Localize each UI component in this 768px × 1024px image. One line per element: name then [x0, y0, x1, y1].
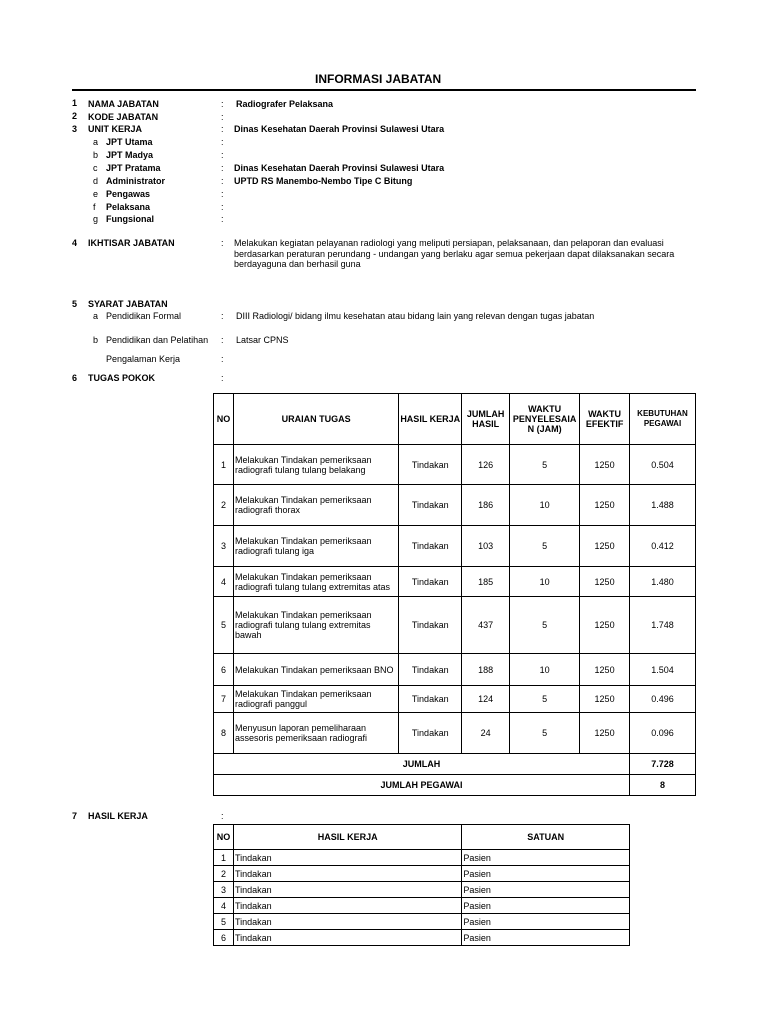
- row-hasil: Tindakan: [399, 526, 462, 567]
- jumlah-label: JUMLAH: [214, 754, 630, 775]
- section-7-colon: :: [221, 811, 224, 821]
- unit-a-label: JPT Utama: [106, 137, 153, 147]
- row-kebutuhan: 0.412: [630, 526, 696, 567]
- row-uraian: Melakukan Tindakan pemeriksaan radiografi thorax: [233, 485, 398, 526]
- row-kebutuhan: 1.504: [630, 654, 696, 686]
- section-2-label: KODE JABATAN: [88, 112, 159, 122]
- row-jumlah: 126: [462, 445, 510, 485]
- table-row: [214, 866, 630, 882]
- unit-d-letter: d: [93, 176, 99, 186]
- header-jumlah-hasil: [462, 394, 510, 445]
- row-efektif: 1250: [580, 597, 630, 654]
- row-waktu: 10: [510, 567, 580, 597]
- row-waktu: 5: [510, 445, 580, 485]
- header-jumlah-line2: HASIL: [472, 419, 500, 429]
- section-5-number: 5: [72, 299, 78, 309]
- header-efektif-line1: WAKTU: [588, 409, 622, 419]
- ikhtisar-value: Melakukan kegiatan pelayanan radiologi yang meliputi persiapan, pelaksanaan, dan pelaporan dan evaluasi berdasarkan peraturan perundang - undangan yang berlaku agar semua pekerjaan dapat dilaksanakan secara berdayaguna dan berhasil guna: [234, 238, 675, 269]
- row-efektif: 1250: [580, 567, 630, 597]
- row-no: 3: [214, 526, 234, 567]
- row-kebutuhan: 0.496: [630, 686, 696, 713]
- table-row: [214, 597, 696, 654]
- row-kebutuhan: 1.748: [630, 597, 696, 654]
- hasil-row-no: 3: [214, 882, 234, 898]
- hasil-row-hasil: Tindakan: [233, 882, 461, 898]
- section-5-label: SYARAT JABATAN: [88, 299, 168, 309]
- row-waktu: 5: [510, 713, 580, 754]
- unit-a-colon: :: [221, 137, 224, 147]
- section-7-label: HASIL KERJA: [88, 811, 148, 821]
- syarat-a-label: Pendidikan Formal: [106, 311, 182, 321]
- table-row: [214, 882, 630, 898]
- syarat-b-colon: :: [221, 335, 224, 345]
- unit-b-label: JPT Madya: [106, 150, 154, 160]
- table-row: [214, 654, 696, 686]
- unit-kerja-value: Dinas Kesehatan Daerah Provinsi Sulawesi Utara: [234, 124, 445, 134]
- title-underline: [72, 89, 696, 91]
- table-row: [214, 445, 696, 485]
- tugas-table: [213, 393, 696, 796]
- unit-d-value: UPTD RS Manembo-Nembo Tipe C Bitung: [234, 176, 413, 186]
- section-1-number: 1: [72, 98, 78, 108]
- row-kebutuhan: 1.480: [630, 567, 696, 597]
- row-waktu: 5: [510, 597, 580, 654]
- tugas-header-row: [214, 394, 696, 445]
- syarat-b-letter: b: [93, 335, 99, 345]
- table-row: [214, 914, 630, 930]
- header-waktu-line3: N (JAM): [527, 424, 562, 434]
- hasil-header-satuan: SATUAN: [462, 825, 630, 850]
- row-waktu: 5: [510, 526, 580, 567]
- header-waktu-efektif: [580, 394, 630, 445]
- table-row: [214, 898, 630, 914]
- unit-e-label: Pengawas: [106, 189, 151, 199]
- pengalaman-kerja-label: Pengalaman Kerja: [106, 354, 181, 364]
- unit-e-colon: :: [221, 189, 224, 199]
- section-3-label: UNIT KERJA: [88, 124, 143, 134]
- row-efektif: 1250: [580, 654, 630, 686]
- header-efektif-line2: EFEKTIF: [585, 419, 624, 429]
- row-kebutuhan: 0.096: [630, 713, 696, 754]
- section-2-colon: :: [221, 112, 224, 122]
- header-waktu-penyelesaian: [510, 394, 580, 445]
- row-no: 1: [214, 445, 234, 485]
- hasil-row-satuan: Pasien: [462, 898, 630, 914]
- row-hasil: Tindakan: [399, 654, 462, 686]
- unit-b-letter: b: [93, 150, 99, 160]
- row-efektif: 1250: [580, 713, 630, 754]
- row-uraian: Melakukan Tindakan pemeriksaan radiografi panggul: [233, 686, 398, 713]
- row-efektif: 1250: [580, 526, 630, 567]
- table-row: [214, 485, 696, 526]
- hasil-row-no: 4: [214, 898, 234, 914]
- row-jumlah: 103: [462, 526, 510, 567]
- header-kebutuhan-pegawai: [630, 394, 696, 445]
- hasil-row-hasil: Tindakan: [233, 898, 461, 914]
- hasil-row-satuan: Pasien: [462, 882, 630, 898]
- hasil-row-no: 2: [214, 866, 234, 882]
- jumlah-pegawai-value: 8: [630, 775, 696, 796]
- row-waktu: 10: [510, 485, 580, 526]
- pendidikan-pelatihan-value: Latsar CPNS: [236, 335, 289, 345]
- row-no: 4: [214, 567, 234, 597]
- row-efektif: 1250: [580, 485, 630, 526]
- unit-g-label: Fungsional: [106, 214, 154, 224]
- section-3-colon: :: [221, 124, 224, 134]
- section-4-colon: :: [221, 238, 224, 248]
- row-uraian: Melakukan Tindakan pemeriksaan radiografi tulang tulang belakang: [233, 445, 398, 485]
- unit-c-label: JPT Pratama: [106, 163, 161, 173]
- row-uraian: Melakukan Tindakan pemeriksaan BNO: [233, 654, 398, 686]
- unit-d-label: Administrator: [106, 176, 166, 186]
- section-6-label: TUGAS POKOK: [88, 373, 156, 383]
- pendidikan-formal-value: DIII Radiologi/ bidang ilmu kesehatan atau bidang lain yang relevan dengan tugas jabatan: [236, 311, 595, 321]
- pengalaman-kerja-colon: :: [221, 354, 224, 364]
- section-4-number: 4: [72, 238, 78, 248]
- row-hasil: Tindakan: [399, 485, 462, 526]
- hasil-header-hasil: HASIL KERJA: [233, 825, 461, 850]
- hasil-row-satuan: Pasien: [462, 914, 630, 930]
- row-uraian: Melakukan Tindakan pemeriksaan radiografi tulang iga: [233, 526, 398, 567]
- hasil-row-satuan: Pasien: [462, 866, 630, 882]
- section-6-number: 6: [72, 373, 78, 383]
- table-row: [214, 850, 630, 866]
- header-kebutuhan-line1: KEBUTUHAN: [637, 409, 688, 418]
- section-2-number: 2: [72, 111, 78, 121]
- header-no: NO: [214, 394, 234, 445]
- hasil-header-no: NO: [214, 825, 234, 850]
- row-hasil: Tindakan: [399, 713, 462, 754]
- page-title: INFORMASI JABATAN: [315, 72, 442, 86]
- row-uraian: Menyusun laporan pemeliharaan assesoris pemeriksaan radiografi: [233, 713, 398, 754]
- hasil-row-hasil: Tindakan: [233, 866, 461, 882]
- row-hasil: Tindakan: [399, 686, 462, 713]
- unit-c-value: Dinas Kesehatan Daerah Provinsi Sulawesi Utara: [234, 163, 445, 173]
- hasil-header-row: [214, 825, 630, 850]
- header-hasil-kerja: HASIL KERJA: [399, 394, 462, 445]
- hasil-row-satuan: Pasien: [462, 850, 630, 866]
- unit-e-letter: e: [93, 189, 99, 199]
- hasil-row-satuan: Pasien: [462, 930, 630, 946]
- row-hasil: Tindakan: [399, 567, 462, 597]
- section-7-number: 7: [72, 811, 78, 821]
- syarat-a-letter: a: [93, 311, 99, 321]
- header-waktu-line2: PENYELESAIA: [512, 414, 577, 424]
- hasil-row-no: 5: [214, 914, 234, 930]
- jumlah-pegawai-label: JUMLAH PEGAWAI: [214, 775, 630, 796]
- unit-b-colon: :: [221, 150, 224, 160]
- row-no: 6: [214, 654, 234, 686]
- unit-g-letter: g: [93, 214, 99, 224]
- jumlah-row: [214, 754, 696, 775]
- unit-a-letter: a: [93, 137, 99, 147]
- row-uraian: Melakukan Tindakan pemeriksaan radiografi tulang tulang extremitas atas: [233, 567, 398, 597]
- syarat-b-label: Pendidikan dan Pelatihan: [106, 335, 209, 345]
- row-efektif: 1250: [580, 445, 630, 485]
- unit-c-colon: :: [221, 163, 224, 173]
- row-jumlah: 24: [462, 713, 510, 754]
- unit-g-colon: :: [221, 214, 224, 224]
- section-6-colon: :: [221, 373, 224, 383]
- row-kebutuhan: 1.488: [630, 485, 696, 526]
- header-uraian: URAIAN TUGAS: [233, 394, 398, 445]
- hasil-row-hasil: Tindakan: [233, 850, 461, 866]
- header-kebutuhan-line2: PEGAWAI: [643, 419, 682, 428]
- syarat-a-colon: :: [221, 311, 224, 321]
- row-kebutuhan: 0.504: [630, 445, 696, 485]
- hasil-row-no: 6: [214, 930, 234, 946]
- table-row: [214, 686, 696, 713]
- unit-f-letter: f: [93, 202, 96, 212]
- unit-d-colon: :: [221, 176, 224, 186]
- section-1-colon: :: [221, 99, 224, 109]
- row-jumlah: 188: [462, 654, 510, 686]
- table-row: [214, 930, 630, 946]
- row-jumlah: 186: [462, 485, 510, 526]
- table-row: [214, 567, 696, 597]
- header-jumlah-line1: JUMLAH: [466, 409, 505, 419]
- table-row: [214, 713, 696, 754]
- unit-f-colon: :: [221, 202, 224, 212]
- row-no: 5: [214, 597, 234, 654]
- row-uraian: Melakukan Tindakan pemeriksaan radiografi tulang tulang extremitas bawah: [233, 597, 398, 654]
- nama-jabatan-value: Radiografer Pelaksana: [236, 99, 334, 109]
- row-jumlah: 185: [462, 567, 510, 597]
- section-3-number: 3: [72, 124, 78, 134]
- row-efektif: 1250: [580, 686, 630, 713]
- jumlah-pegawai-row: [214, 775, 696, 796]
- section-4-label: IKHTISAR JABATAN: [88, 238, 175, 248]
- row-hasil: Tindakan: [399, 445, 462, 485]
- unit-f-label: Pelaksana: [106, 202, 151, 212]
- table-row: [214, 526, 696, 567]
- header-waktu-line1: WAKTU: [528, 404, 562, 414]
- row-no: 8: [214, 713, 234, 754]
- hasil-row-hasil: Tindakan: [233, 930, 461, 946]
- row-waktu: 5: [510, 686, 580, 713]
- row-waktu: 10: [510, 654, 580, 686]
- row-jumlah: 124: [462, 686, 510, 713]
- row-hasil: Tindakan: [399, 597, 462, 654]
- hasil-row-hasil: Tindakan: [233, 914, 461, 930]
- section-1-label: NAMA JABATAN: [88, 99, 159, 109]
- hasil-kerja-table: [213, 824, 630, 946]
- row-no: 7: [214, 686, 234, 713]
- hasil-row-no: 1: [214, 850, 234, 866]
- row-no: 2: [214, 485, 234, 526]
- unit-c-letter: c: [93, 163, 98, 173]
- jumlah-value: 7.728: [630, 754, 696, 775]
- row-jumlah: 437: [462, 597, 510, 654]
